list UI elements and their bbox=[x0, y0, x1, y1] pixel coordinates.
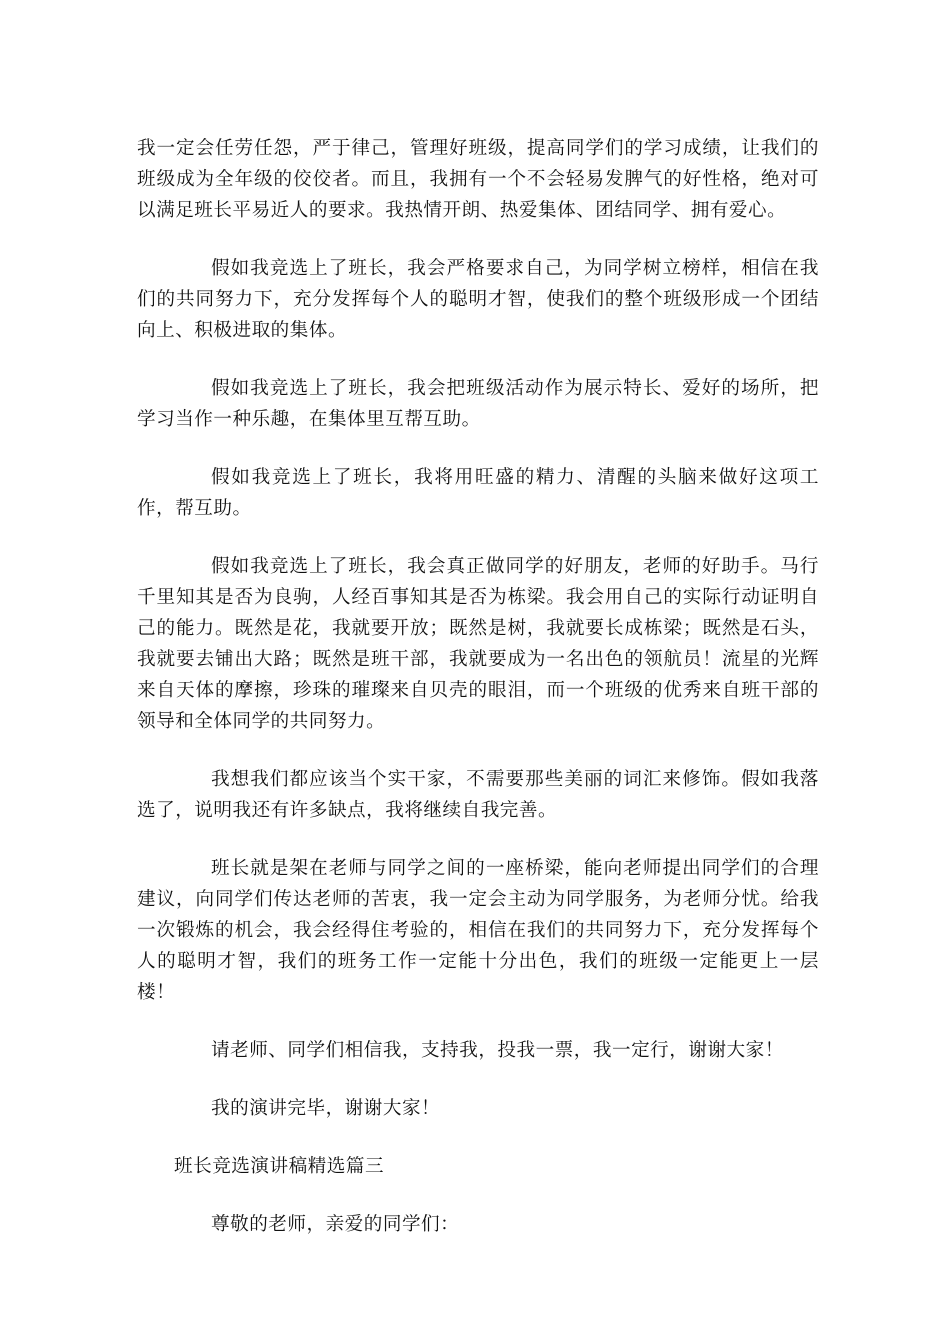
section-heading: 班长竞选演讲稿精选篇三 bbox=[174, 1156, 385, 1177]
paragraph-4: 假如我竞选上了班长，我将用旺盛的精力、清醒的头脑来做好这项工作，帮互助。 bbox=[137, 467, 819, 519]
document-page bbox=[137, 133, 819, 1240]
salutation: 尊敬的老师，亲爱的同学们： bbox=[211, 1214, 460, 1235]
paragraph-2: 假如我竞选上了班长，我会严格要求自己，为同学树立榜样，相信在我们的共同努力下，充分发挥每个人的聪明才智，使我们的整个班级形成一个团结向上、积极进取的集体。 bbox=[137, 258, 819, 341]
paragraph-7: 班长就是架在老师与同学之间的一座桥梁，能向老师提出同学们的合理建议，向同学们传达老师的苦衷，我一定会主动为同学服务，为老师分忧。给我一次锻炼的机会，我会经得住考验的，相信在我们的共同努力下，充分发挥每个人的聪明才智，我们的班务工作一定能十分出色，我们的班级一定能更上一层楼！ bbox=[137, 858, 819, 1003]
paragraph-5: 假如我竞选上了班长，我会真正做同学的好朋友，老师的好助手。马行千里知其是否为良驹，人经百事知其是否为栋梁。我会用自己的实际行动证明自己的能力。既然是花，我就要开放；既然是树，我就要长成栋梁；既然是石头，我就要去铺出大路；既然是班干部，我就要成为一名出色的领航员！流星的光辉来自天体的摩擦，珍珠的璀璨来自贝壳的眼泪，而一个班级的优秀来自班干部的领导和全体同学的共同努力。 bbox=[137, 556, 819, 732]
paragraph-1-continuation: 我一定会任劳任怨，严于律己，管理好班级，提高同学们的学习成绩，让我们的班级成为全年级的佼佼者。而且，我拥有一个不会轻易发脾气的好性格，绝对可以满足班长平易近人的要求。我热情开朗、热爱集体、团结同学、拥有爱心。 bbox=[137, 138, 819, 221]
paragraph-8: 请老师、同学们相信我，支持我，投我一票，我一定行，谢谢大家！ bbox=[211, 1040, 784, 1061]
paragraph-3: 假如我竞选上了班长，我会把班级活动作为展示特长、爱好的场所，把学习当作一种乐趣，在集体里互帮互助。 bbox=[137, 378, 819, 430]
paragraph-6: 我想我们都应该当个实干家，不需要那些美丽的词汇来修饰。假如我落选了，说明我还有许多缺点，我将继续自我完善。 bbox=[137, 769, 819, 821]
paragraph-9: 我的演讲完毕，谢谢大家！ bbox=[211, 1098, 441, 1119]
